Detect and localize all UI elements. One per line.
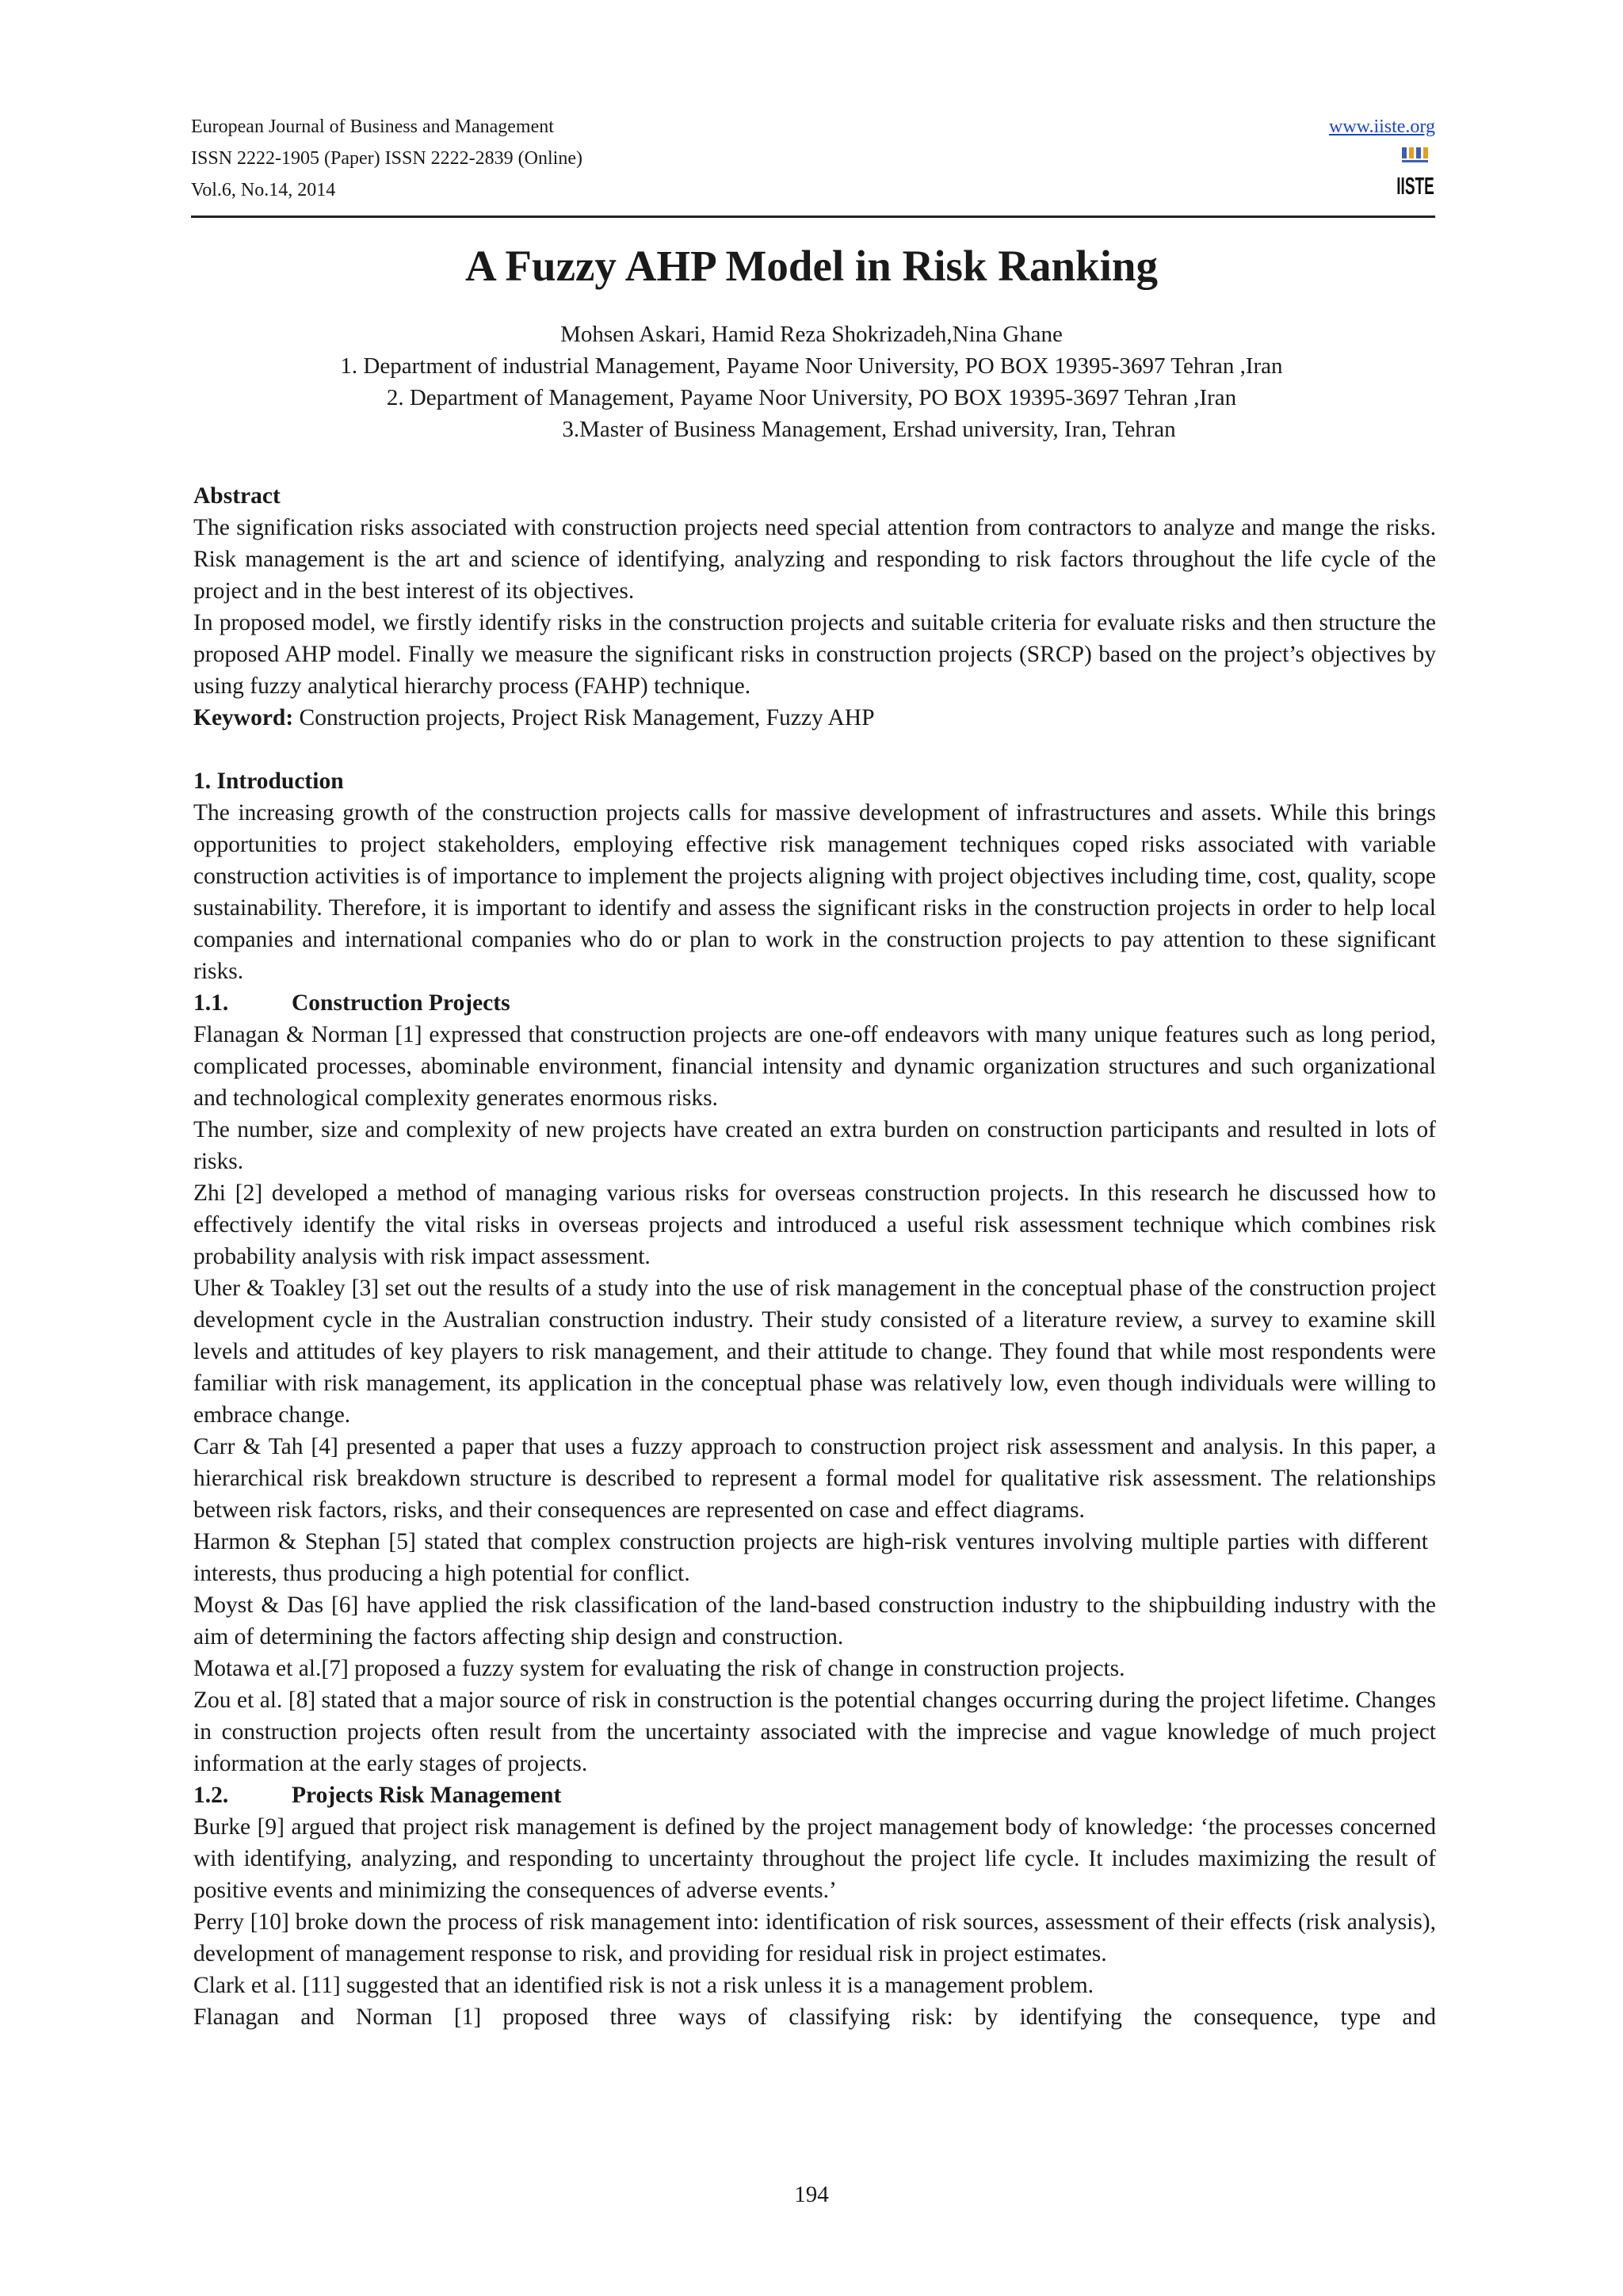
page-number: 194 [794,2182,829,2207]
intro-paragraph: The increasing growth of the construction projects calls for massive development of infrastructures and assets. While this brings opportunities to project stakeholders, employing effective risk management techniques coped risks associated with variable construction activities is of importance to implement the projects aligning with project objectives including time, cost, quality, scope sustainability. Therefore, it is important to identify and assess the significant risks in the construction projects in order to help local companies and international companies who do or plan to work in the construction projects to pay attention to these significant risks. [193,800,1436,984]
keywords-text: Construction projects, Project Risk Management, Fuzzy AHP [293,705,875,730]
journal-website-link[interactable]: www.iiste.org [1329,116,1435,137]
body-paragraph: Zou et al. [8] stated that a major source of risk in construction is the potential changes occurring during the project lifetime. Changes in construction projects often result from the uncertainty associated with the imprecise and vague knowledge of much project information at the early stages of projects. [193,1688,1436,1776]
body-paragraph: Clark et al. [11] suggested that an identified risk is not a risk unless it is a management problem. [193,1973,1094,1998]
author-block [0,318,1623,445]
affiliation-3: 3.Master of Business Management, Ershad university, Iran, Tehran [562,417,1176,442]
keywords-label: Keyword: [193,705,294,730]
section-number: 1.1. [193,990,229,1016]
section-title: Construction Projects [292,990,510,1016]
body-paragraph: The number, size and complexity of new projects have created an extra burden on construction participants and resulted in lots of risks. [193,1117,1436,1174]
header-rule [191,215,1435,218]
body-paragraph: Perry [10] broke down the process of risk management into: identification of risk sources, assessment of their effects (risk analysis), development of management response to risk, and providing for residual risk in project estimates. [193,1909,1436,1966]
section-heading-projects-risk-management [193,1779,1436,1811]
body-paragraph: Burke [9] argued that project risk management is defined by the project management body of knowledge: ‘the processes concerned with identifying, analyzing, and responding to uncertainty throughout the project life cycle. It includes maximizing the result of positive events and minimizing the consequences of adverse events.’ [193,1814,1436,1903]
section-heading-construction-projects [193,987,1436,1019]
section-heading-introduction: 1. Introduction [193,769,344,794]
section-number: 1.2. [193,1783,229,1808]
journal-header [191,111,1435,214]
body-paragraph: Motawa et al.[7] proposed a fuzzy system for evaluating the risk of change in construction projects. [193,1656,1125,1681]
body-paragraph: Moyst & Das [6] have applied the risk classification of the land-based construction industry to the shipbuilding industry with the aim of determining the factors affecting ship design and construction. [193,1592,1436,1650]
svg-text:IISTE: IISTE [1396,173,1434,200]
body-paragraph: Zhi [2] developed a method of managing various risks for overseas construction projects. In this research he discussed how to effectively identify the vital risks in overseas projects and introduced a useful risk assessment technique which combines risk probability analysis with risk impact assessment. [193,1180,1436,1269]
section-title: Projects Risk Management [292,1783,562,1808]
spacer [193,734,1436,765]
abstract-paragraph: The signification risks associated with construction projects need special attention from contractors to analyze and mange the risks. Risk management is the art and science of identifying, analyzing and responding to risk factors throughout the life cycle of the project and in the best interest of its objectives. [193,515,1436,604]
affiliation-2: 2. Department of Management, Payame Noor University, PO BOX 19395-3697 Tehran ,Iran [386,385,1237,410]
journal-name: European Journal of Business and Management [191,116,554,137]
body-paragraph: Harmon & Stephan [5] stated that complex construction projects are high-risk ventures involving multiple parties with different interests, thus producing a high potential for conflict. [193,1529,1428,1586]
abstract-heading: Abstract [193,483,281,509]
paper-title: A Fuzzy AHP Model in Risk Ranking [464,242,1159,290]
body-paragraph: Carr & Tah [4] presented a paper that uses a fuzzy approach to construction project risk assessment and analysis. In this paper, a hierarchical risk breakdown structure is described to represent a formal model for qualitative risk assessment. The relationships between risk factors, risks, and their consequences are represented on case and effect diagrams. [193,1434,1436,1523]
abstract-paragraph: In proposed model, we firstly identify risks in the construction projects and suitable criteria for evaluate risks and then structure the proposed AHP model. Finally we measure the significant risks in construction projects (SRCP) based on the project’s objectives by using fuzzy analytical hierarchy process (FAHP) technique. [193,610,1436,699]
body-paragraph: Flanagan and Norman [1] proposed three ways of classifying risk: by identifying the consequence, type and [193,2004,1436,2030]
journal-volume: Vol.6, No.14, 2014 [191,180,336,200]
affiliation-1: 1. Department of industrial Management, Payame Noor University, PO BOX 19395-3697 Tehran ,Iran [340,353,1283,379]
keywords-line [193,702,1436,734]
body-paragraph: Flanagan & Norman [1] expressed that construction projects are one-off endeavors with many unique features such as long period, complicated processes, abominable environment, financial intensity and dynamic organization structures and such organizational and technological complexity generates enormous risks. [193,1022,1436,1111]
body-content [193,480,1436,2033]
iiste-logo-icon [1396,146,1434,208]
author-names: Mohsen Askari, Hamid Reza Shokrizadeh,Nina Ghane [560,322,1063,347]
body-paragraph: Uher & Toakley [3] set out the results of a study into the use of risk management in the conceptual phase of the construction project development cycle in the Australian construction industry. Their study consisted of a literature review, a survey to examine skill levels and attitudes of key players to risk management, and their attitude to change. They found that while most respondents were familiar with risk management, its application in the conceptual phase was relatively low, even though individuals were willing to embrace change. [193,1276,1436,1428]
journal-issn: ISSN 2222-1905 (Paper) ISSN 2222-2839 (Online) [191,148,582,169]
